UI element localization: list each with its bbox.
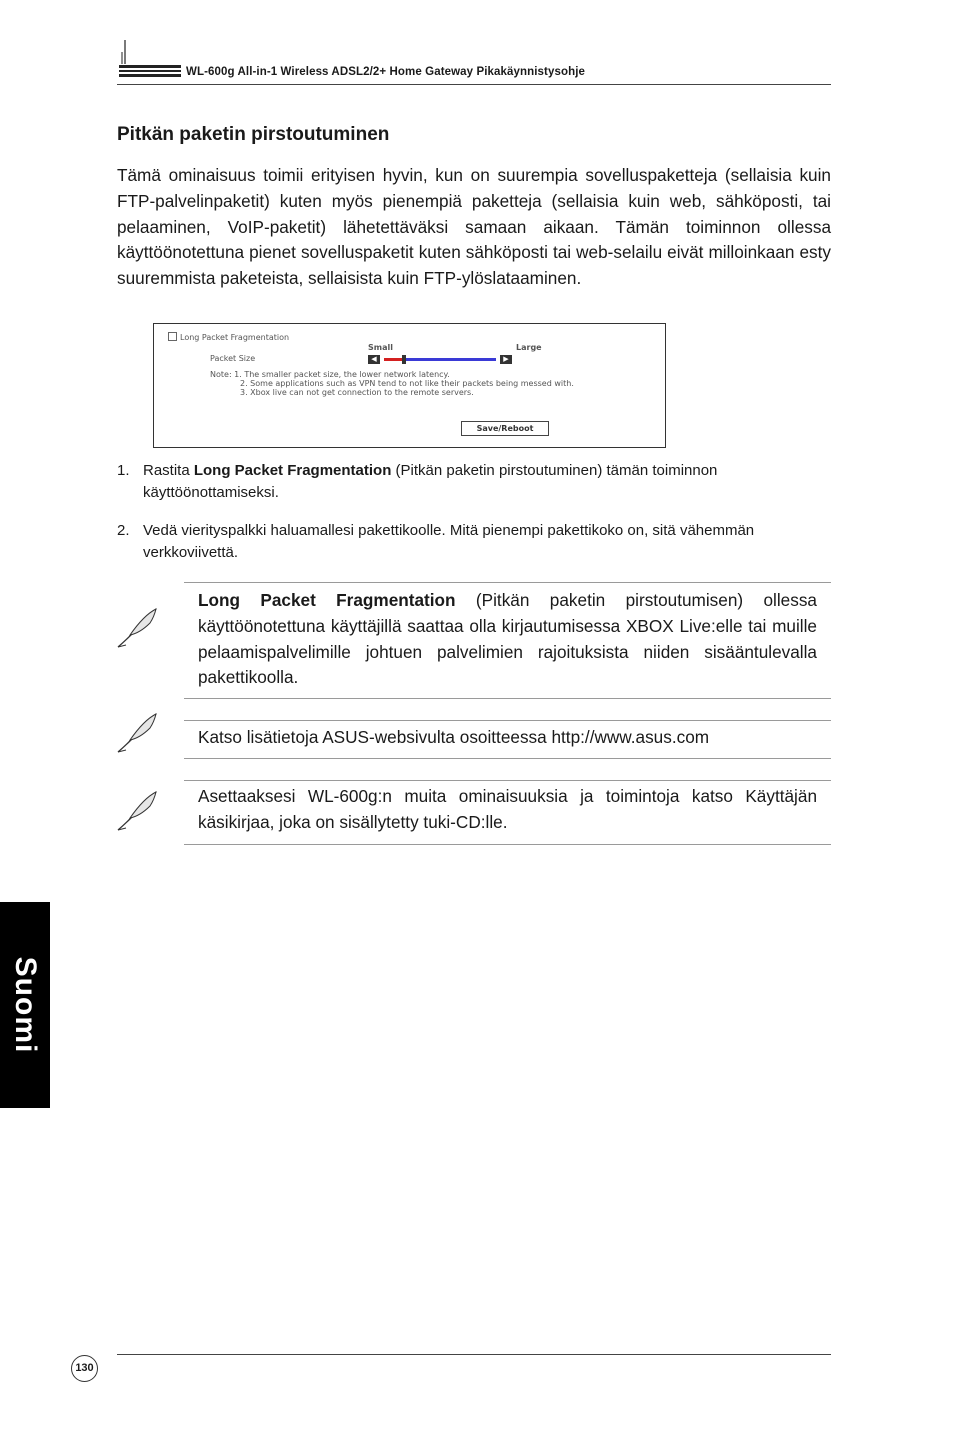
footer-divider bbox=[117, 1354, 831, 1355]
note-divider bbox=[184, 758, 831, 759]
intro-paragraph: Tämä ominaisuus toimii erityisen hyvin, kun on suurempia sovelluspaketteja (sellaisia kuin FTP-palvelinpaketit) kuten myös pienempiä paketteja (sellaisia kuin web, sähköposti, tai pelaaminen, VoIP-paketit) lähetettäväksi samaan aikaan. Tämän toiminnon ollessa käyttöönotettuna pienet sovelluspaketit kuten sähköposti tai web-selailu eivät milloinkaan esty suuremmista paketeista, sellaisista kuin FTP-ylöslataaminen. bbox=[117, 165, 831, 289]
fig-large-label: Large bbox=[516, 343, 542, 352]
step-number: 1. bbox=[117, 462, 130, 479]
note-3-text: Asettaaksesi WL-600g:n muita ominaisuuksia ja toimintoja katso Käyttäjän käsikirjaa, joka on sisällytetty tuki-CD:lle. bbox=[198, 786, 817, 832]
fig-note-1: Note: 1. The smaller packet size, the lower network latency. bbox=[210, 370, 450, 379]
note-feather-icon bbox=[114, 710, 160, 756]
slider-fill bbox=[384, 358, 404, 361]
fig-note-3: 3. Xbox live can not get connection to the remote servers. bbox=[240, 388, 474, 397]
step-bold-term: Long Packet Fragmentation bbox=[193, 462, 392, 479]
step-number: 2. bbox=[117, 522, 130, 539]
step-1 bbox=[117, 460, 817, 506]
settings-screenshot bbox=[153, 323, 666, 448]
fig-checkbox-row bbox=[168, 332, 289, 342]
note-divider bbox=[184, 720, 831, 721]
step-2 bbox=[117, 520, 817, 566]
note-divider bbox=[184, 844, 831, 845]
router-logo-icon bbox=[117, 38, 183, 80]
note-2-text: Katso lisätietoja ASUS-websivulta osoitteessa http://www.asus.com bbox=[198, 727, 710, 747]
header-divider bbox=[117, 84, 831, 85]
note-divider bbox=[184, 582, 831, 583]
note-divider bbox=[184, 698, 831, 699]
fig-checkbox-label: Long Packet Fragmentation bbox=[180, 333, 290, 342]
slider-left-arrow-icon[interactable]: ◀ bbox=[368, 355, 380, 364]
fig-note-2: 2. Some applications such as VPN tend to not like their packets being messed with. bbox=[240, 379, 574, 388]
save-reboot-button[interactable]: Save/Reboot bbox=[461, 421, 549, 436]
header-title: WL-600g All-in-1 Wireless ADSL2/2+ Home Gateway Pikakäynnistysohje bbox=[186, 66, 586, 78]
section-title: Pitkän paketin pirstoutuminen bbox=[117, 124, 390, 145]
slider-track[interactable] bbox=[384, 358, 496, 361]
slider-right-arrow-icon[interactable]: ▶ bbox=[500, 355, 512, 364]
fig-small-label: Small bbox=[368, 343, 393, 352]
slider-thumb[interactable] bbox=[402, 355, 406, 364]
note-feather-icon bbox=[114, 605, 160, 651]
fig-packet-size-label: Packet Size bbox=[210, 354, 256, 363]
note-feather-icon bbox=[114, 788, 160, 834]
note-divider bbox=[184, 780, 831, 781]
note-bold-term: Long Packet Fragmentation bbox=[198, 590, 456, 610]
step-text: Rastita Long Packet Fragmentation (Pitkän paketin pirstoutuminen) tämän toiminnon käyttöönottamiseksi. bbox=[143, 462, 718, 501]
step-text: Vedä vierityspalkki haluamallesi pakettikoolle. Mitä pienempi pakettikoko on, sitä vähemmän verkkoviivettä. bbox=[143, 522, 755, 561]
packet-size-slider[interactable] bbox=[368, 355, 518, 365]
page-number: 130 bbox=[71, 1355, 98, 1382]
language-side-tab bbox=[0, 902, 50, 1108]
note-1-text: Long Packet Fragmentation (Pitkän paketin pirstoutumisen) ollessa käyttöönotettuna käyttäjillä saattaa olla kirjautumisessa XBOX Live:elle tai muille pelaamispalvelimille johtuen palvelimien rajoituksista niiden sisääntulevalla pakettikoolla. bbox=[198, 590, 817, 688]
side-tab-label: Suomi bbox=[9, 956, 42, 1054]
checkbox-icon[interactable] bbox=[168, 332, 177, 341]
